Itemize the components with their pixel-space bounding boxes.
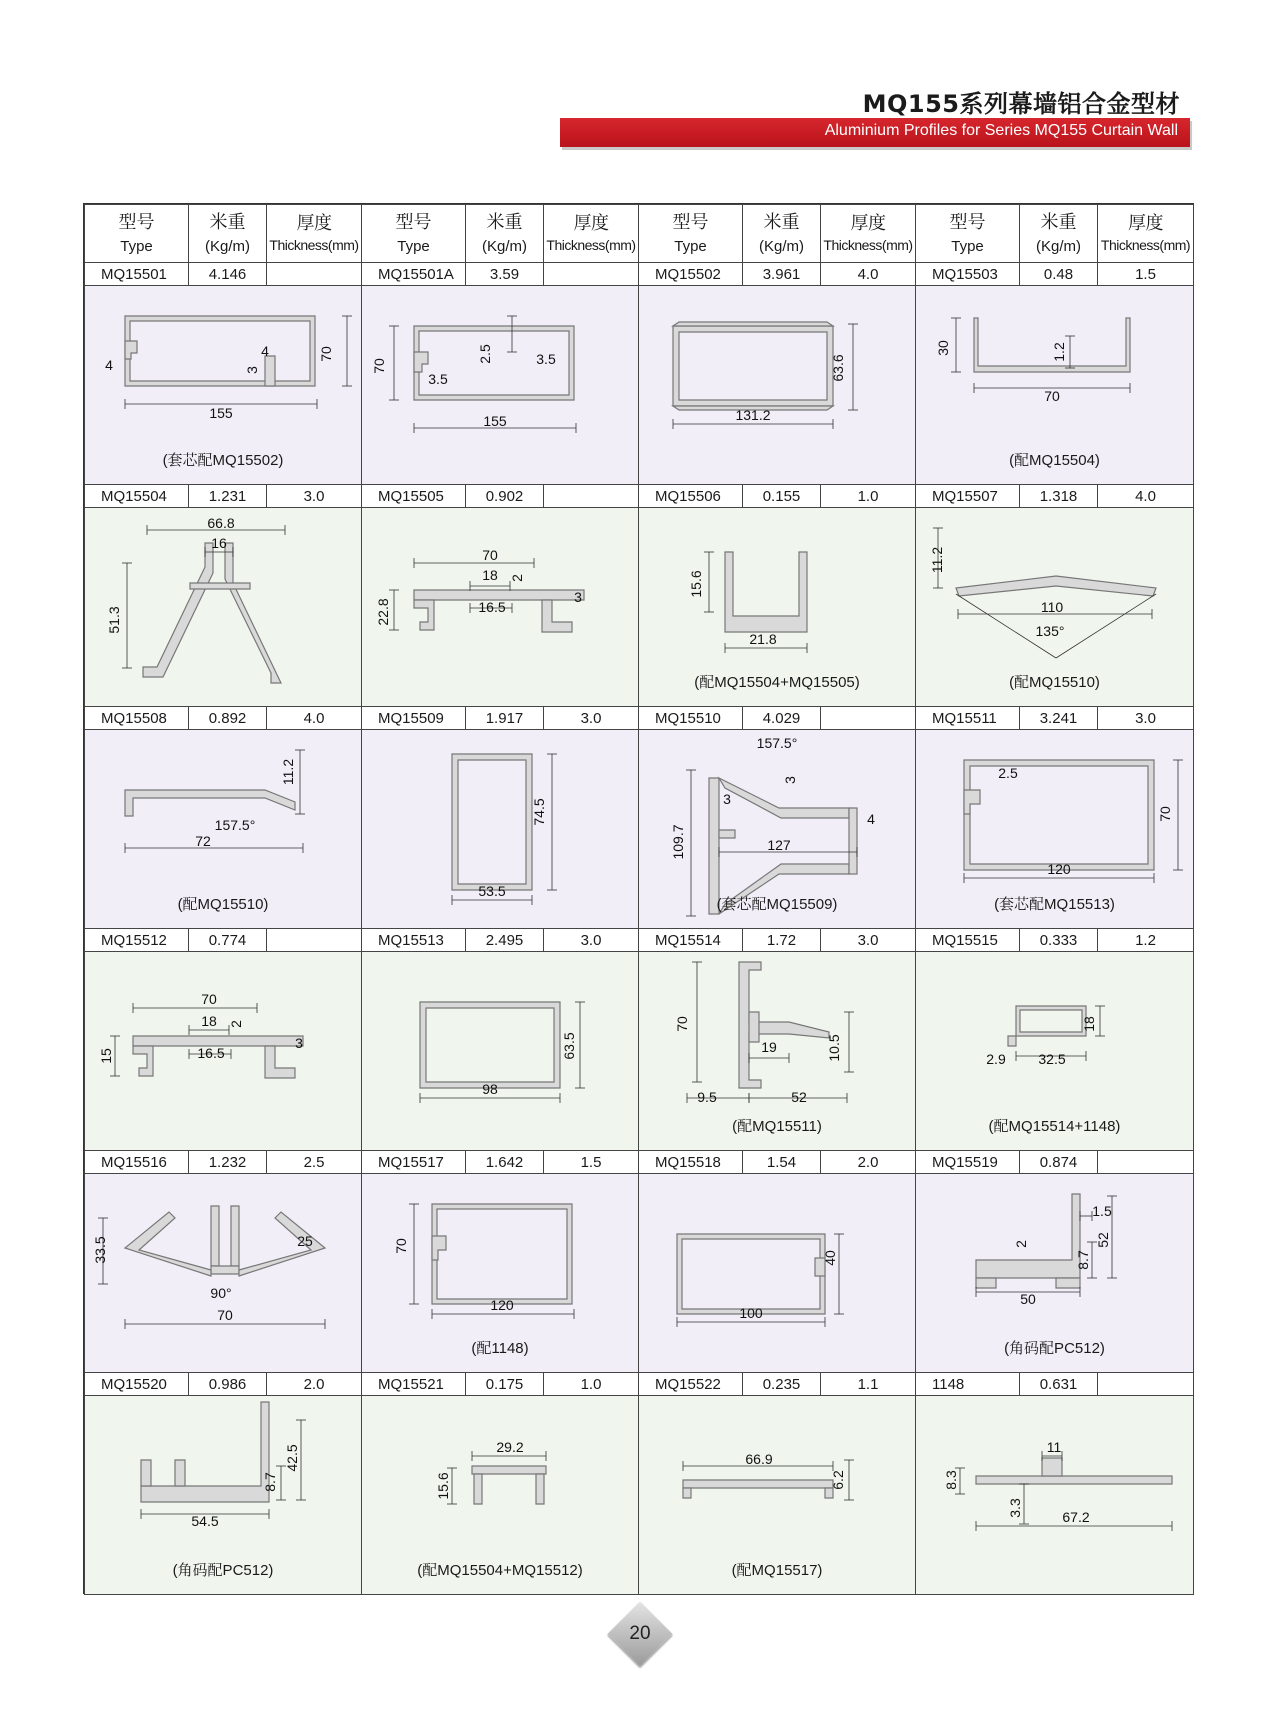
dimension-label: 19 — [761, 1039, 777, 1055]
thickness-cell: 2.5 — [267, 1151, 362, 1174]
dimension-label: 18 — [1081, 1016, 1097, 1032]
weight-cell: 3.961 — [743, 263, 821, 286]
dimension-label: 15 — [98, 1048, 114, 1064]
type-cell: MQ15503 — [916, 263, 1020, 286]
info-row — [85, 485, 1194, 508]
profile-note: (配MQ15514+1148) — [988, 1118, 1121, 1135]
col-thickness-header: 厚度 Thickness(mm) — [821, 205, 916, 263]
type-cell: MQ15501A — [362, 263, 466, 286]
weight-cell: 0.774 — [189, 929, 267, 952]
profile-note: (套芯配MQ15513) — [994, 896, 1115, 913]
dimension-label: 1.5 — [1092, 1203, 1112, 1219]
dimension-label: 66.9 — [745, 1451, 773, 1467]
drawing-row — [85, 286, 1194, 485]
profile-cell — [916, 1396, 1193, 1594]
thickness-cell: 2.0 — [821, 1151, 916, 1174]
dimension-label: 3.5 — [428, 371, 448, 387]
thickness-cell: 1.1 — [821, 1373, 916, 1396]
dimension-label: 70 — [1157, 806, 1173, 822]
type-cell: MQ15520 — [85, 1373, 189, 1396]
type-cell: MQ15512 — [85, 929, 189, 952]
profile-note: (配MQ15504) — [1009, 452, 1100, 469]
dimension-label: 63.6 — [830, 354, 846, 382]
profile-note: (套芯配MQ15502) — [162, 452, 284, 469]
profile-drawing — [916, 1396, 1192, 1594]
dimension-label: 21.8 — [749, 631, 777, 647]
weight-cell: 1.231 — [189, 485, 267, 508]
type-cell: MQ15514 — [639, 929, 743, 952]
thickness-cell: 1.2 — [1098, 929, 1194, 952]
profile-drawing-cell — [362, 952, 639, 1151]
drawing-row — [85, 1396, 1194, 1595]
dimension-label: 70 — [318, 346, 334, 362]
type-cell: MQ15509 — [362, 707, 466, 730]
dimension-label: 18 — [201, 1013, 217, 1029]
dimension-label: 40 — [822, 1250, 838, 1266]
type-cell: MQ15522 — [639, 1373, 743, 1396]
dimension-label: 22.8 — [375, 598, 391, 626]
page-title: MQ155系列幕墙铝合金型材 — [862, 90, 1180, 118]
profile-drawing-cell — [85, 1396, 362, 1595]
weight-cell: 0.333 — [1020, 929, 1098, 952]
dimension-label: 4 — [867, 811, 875, 827]
weight-cell: 1.72 — [743, 929, 821, 952]
type-cell: MQ15508 — [85, 707, 189, 730]
profile-drawing — [85, 952, 361, 1150]
weight-cell: 0.902 — [466, 485, 544, 508]
dimension-label: 120 — [1047, 861, 1071, 877]
profile-drawing-cell — [362, 1174, 639, 1373]
info-row — [85, 263, 1194, 286]
dimension-label: 2.9 — [986, 1051, 1006, 1067]
col-type-header: 型号 Type — [916, 205, 1020, 263]
thickness-cell — [267, 929, 362, 952]
dimension-label: 2.5 — [998, 765, 1018, 781]
thickness-cell — [821, 707, 916, 730]
drawing-row — [85, 508, 1194, 707]
profile-cell — [639, 730, 915, 928]
dimension-label: 18 — [482, 567, 498, 583]
profile-drawing — [639, 1174, 915, 1372]
weight-cell: 1.917 — [466, 707, 544, 730]
profile-cell — [639, 1396, 915, 1594]
dimension-label: 8.7 — [1075, 1250, 1091, 1270]
profile-drawing-cell — [639, 508, 916, 707]
weight-cell: 1.54 — [743, 1151, 821, 1174]
profile-drawing-cell — [916, 286, 1194, 485]
weight-cell: 3.59 — [466, 263, 544, 286]
dimension-label: 2.5 — [477, 344, 493, 364]
weight-cell: 1.642 — [466, 1151, 544, 1174]
dimension-label: 127 — [767, 837, 791, 853]
profile-drawing-cell — [85, 730, 362, 929]
profile-drawing — [639, 286, 915, 484]
profile-drawing-cell — [916, 1174, 1194, 1373]
profile-note: (配MQ15510) — [1009, 674, 1100, 691]
col-thickness-header: 厚度 Thickness(mm) — [1098, 205, 1194, 263]
title-bar — [560, 118, 1190, 147]
thickness-cell — [544, 485, 639, 508]
type-cell: MQ15502 — [639, 263, 743, 286]
profile-cell — [85, 508, 361, 706]
weight-cell: 3.241 — [1020, 707, 1098, 730]
drawing-row — [85, 952, 1194, 1151]
dimension-label: 70 — [217, 1307, 233, 1323]
weight-cell: 1.232 — [189, 1151, 267, 1174]
dimension-label: 29.2 — [496, 1439, 524, 1455]
profile-table — [83, 203, 1194, 1594]
dimension-label: 11.2 — [280, 758, 296, 786]
dimension-label: 3 — [723, 791, 731, 807]
dimension-label: 72 — [195, 833, 211, 849]
profile-drawing-cell — [916, 952, 1194, 1151]
profile-note: (配MQ15504+MQ15512) — [417, 1562, 583, 1579]
dimension-label: 32.5 — [1038, 1051, 1066, 1067]
dimension-label: 67.2 — [1062, 1509, 1090, 1525]
profile-cell — [639, 508, 915, 706]
type-cell: MQ15516 — [85, 1151, 189, 1174]
thickness-cell — [1098, 1151, 1194, 1174]
dimension-label: 157.5° — [756, 735, 798, 751]
thickness-cell: 3.0 — [1098, 707, 1194, 730]
dimension-label: 74.5 — [531, 798, 547, 826]
weight-cell: 0.48 — [1020, 263, 1098, 286]
dimension-label: 8.7 — [262, 1472, 278, 1492]
thickness-cell — [267, 263, 362, 286]
profile-cell — [362, 730, 638, 928]
profile-cell — [916, 1174, 1193, 1372]
drawing-row — [85, 730, 1194, 929]
col-weight-header: 米重 (Kg/m) — [466, 205, 544, 263]
type-cell: MQ15511 — [916, 707, 1020, 730]
profile-cell — [85, 730, 361, 928]
profile-note: (配MQ15511) — [732, 1118, 822, 1135]
profile-drawing-cell — [916, 730, 1194, 929]
dimension-label: 70 — [482, 547, 498, 563]
dimension-label: 6.2 — [830, 1470, 846, 1490]
profile-cell — [639, 1174, 915, 1372]
profile-drawing — [362, 952, 638, 1150]
profile-cell — [85, 1396, 361, 1594]
info-row — [85, 1151, 1194, 1174]
profile-drawing-cell — [916, 1396, 1194, 1595]
thickness-cell — [544, 263, 639, 286]
dimension-label: 16.5 — [478, 599, 506, 615]
dimension-label: 3 — [244, 366, 260, 374]
profile-note: (角码配PC512) — [172, 1562, 274, 1579]
dimension-label: 9.5 — [697, 1089, 717, 1105]
dimension-label: 16.5 — [197, 1045, 225, 1061]
drawing-row — [85, 1174, 1194, 1373]
info-row — [85, 707, 1194, 730]
profile-drawing-cell — [85, 952, 362, 1151]
profile-drawing-cell — [639, 1396, 916, 1595]
dimension-label: 66.8 — [207, 515, 235, 531]
dimension-label: 155 — [209, 405, 233, 421]
dimension-label: 70 — [674, 1016, 690, 1032]
dimension-label: 52 — [791, 1089, 807, 1105]
weight-cell: 0.874 — [1020, 1151, 1098, 1174]
type-cell: MQ15513 — [362, 929, 466, 952]
dimension-label: 70 — [393, 1238, 409, 1254]
dimension-label: 50 — [1020, 1291, 1036, 1307]
dimension-label: 90° — [210, 1285, 232, 1301]
profile-drawing-cell — [362, 730, 639, 929]
dimension-label: 4 — [261, 343, 269, 359]
profile-cell — [916, 952, 1193, 1150]
profile-drawing-cell — [639, 952, 916, 1151]
profile-cell — [916, 508, 1193, 706]
weight-cell: 0.986 — [189, 1373, 267, 1396]
thickness-cell: 3.0 — [544, 707, 639, 730]
weight-cell: 0.235 — [743, 1373, 821, 1396]
dimension-label: 98 — [482, 1081, 498, 1097]
thickness-cell: 3.0 — [544, 929, 639, 952]
profile-note: (配MQ15510) — [177, 896, 269, 913]
type-cell: MQ15510 — [639, 707, 743, 730]
dimension-label: 63.5 — [561, 1032, 577, 1060]
profile-cell — [362, 1174, 638, 1372]
dimension-label: 1.2 — [1051, 342, 1067, 362]
profile-cell — [916, 730, 1193, 928]
dimension-label: 15.6 — [688, 570, 704, 598]
thickness-cell: 3.0 — [267, 485, 362, 508]
thickness-cell: 1.5 — [1098, 263, 1194, 286]
dimension-label: 30 — [935, 340, 951, 356]
profile-cell — [362, 952, 638, 1150]
profile-note: (角码配PC512) — [1004, 1340, 1105, 1357]
profile-drawing-cell — [639, 286, 916, 485]
profile-cell — [916, 286, 1193, 484]
profile-drawing-cell — [362, 286, 639, 485]
profile-drawing-cell — [639, 1174, 916, 1373]
profile-drawing-cell — [916, 508, 1194, 707]
dimension-label: 53.5 — [478, 883, 506, 899]
type-cell: 1148 — [916, 1373, 1020, 1396]
dimension-label: 3 — [295, 1035, 303, 1051]
dimension-label: 51.3 — [106, 606, 122, 634]
dimension-label: 15.6 — [435, 1472, 451, 1500]
type-cell: MQ15517 — [362, 1151, 466, 1174]
thickness-cell: 3.0 — [821, 929, 916, 952]
dimension-label: 157.5° — [214, 817, 256, 833]
profile-drawing-cell — [85, 1174, 362, 1373]
thickness-cell: 4.0 — [1098, 485, 1194, 508]
type-cell: MQ15505 — [362, 485, 466, 508]
thickness-cell: 2.0 — [267, 1373, 362, 1396]
profile-cell — [85, 286, 361, 484]
dimension-label: 100 — [739, 1305, 763, 1321]
col-weight-header: 米重 (Kg/m) — [189, 205, 267, 263]
dimension-label: 2 — [509, 574, 525, 582]
type-cell: MQ15515 — [916, 929, 1020, 952]
dimension-label: 109.7 — [670, 824, 686, 860]
profile-note: (配MQ15517) — [731, 1562, 823, 1579]
col-weight-header: 米重 (Kg/m) — [1020, 205, 1098, 263]
dimension-label: 70 — [371, 358, 387, 374]
col-weight-header: 米重 (Kg/m) — [743, 205, 821, 263]
profile-cell — [639, 952, 915, 1150]
type-cell: MQ15518 — [639, 1151, 743, 1174]
dimension-label: 131.2 — [735, 407, 771, 423]
col-type-header: 型号 Type — [362, 205, 466, 263]
profile-cell — [639, 286, 915, 484]
col-type-header: 型号 Type — [639, 205, 743, 263]
weight-cell: 0.892 — [189, 707, 267, 730]
dimension-label: 3 — [782, 776, 798, 784]
thickness-cell: 4.0 — [821, 263, 916, 286]
weight-cell: 0.155 — [743, 485, 821, 508]
profile-drawing-cell — [639, 730, 916, 929]
dimension-label: 25 — [297, 1233, 313, 1249]
info-row — [85, 1373, 1194, 1396]
type-cell: MQ15507 — [916, 485, 1020, 508]
thickness-cell — [1098, 1373, 1194, 1396]
dimension-label: 70 — [1044, 388, 1060, 404]
profile-drawing-cell — [362, 1396, 639, 1595]
table-header — [85, 205, 1194, 263]
profile-note: (套芯配MQ15509) — [716, 896, 838, 913]
thickness-cell: 4.0 — [267, 707, 362, 730]
weight-cell: 4.146 — [189, 263, 267, 286]
weight-cell: 2.495 — [466, 929, 544, 952]
type-cell: MQ15506 — [639, 485, 743, 508]
weight-cell: 0.631 — [1020, 1373, 1098, 1396]
weight-cell: 1.318 — [1020, 485, 1098, 508]
profile-drawing-cell — [362, 508, 639, 707]
col-thickness-header: 厚度 Thickness(mm) — [544, 205, 639, 263]
profile-drawing-cell — [85, 286, 362, 485]
profile-cell — [362, 1396, 638, 1594]
profile-cell — [85, 952, 361, 1150]
dimension-label: 2 — [1013, 1240, 1029, 1248]
type-cell: MQ15521 — [362, 1373, 466, 1396]
dimension-label: 3.3 — [1007, 1498, 1023, 1518]
thickness-cell: 1.0 — [821, 485, 916, 508]
dimension-label: 11.2 — [929, 546, 945, 574]
dimension-label: 155 — [483, 413, 507, 429]
dimension-label: 3 — [574, 589, 582, 605]
page-number: 20 — [629, 1623, 651, 1644]
profile-drawing — [85, 1174, 361, 1372]
dimension-label: 120 — [490, 1297, 514, 1313]
dimension-label: 4 — [105, 357, 113, 373]
type-cell: MQ15501 — [85, 263, 189, 286]
dimension-label: 110 — [1040, 599, 1064, 615]
type-cell: MQ15504 — [85, 485, 189, 508]
info-row — [85, 929, 1194, 952]
col-type-header: 型号 Type — [85, 205, 189, 263]
weight-cell: 4.029 — [743, 707, 821, 730]
col-thickness-header: 厚度 Thickness(mm) — [267, 205, 362, 263]
weight-cell: 0.175 — [466, 1373, 544, 1396]
dimension-label: 52 — [1095, 1232, 1111, 1248]
dimension-label: 2 — [228, 1020, 244, 1028]
profile-note: (配MQ15504+MQ15505) — [694, 674, 860, 691]
profile-note: (配1148) — [471, 1340, 529, 1357]
profile-cell — [362, 508, 638, 706]
dimension-label: 11 — [1046, 1439, 1062, 1455]
dimension-label: 16 — [211, 535, 227, 551]
profile-drawing — [85, 508, 361, 706]
profile-drawing — [362, 508, 638, 706]
profile-drawing — [362, 730, 638, 928]
dimension-label: 10.5 — [826, 1034, 842, 1062]
dimension-label: 70 — [201, 991, 217, 1007]
dimension-label: 42.5 — [284, 1444, 300, 1472]
profile-drawing-cell — [85, 508, 362, 707]
profile-cell — [362, 286, 638, 484]
profile-cell — [85, 1174, 361, 1372]
dimension-label: 135° — [1035, 623, 1065, 639]
dimension-label: 3.5 — [536, 351, 556, 367]
thickness-cell: 1.0 — [544, 1373, 639, 1396]
thickness-cell: 1.5 — [544, 1151, 639, 1174]
dimension-label: 8.3 — [943, 1470, 959, 1490]
dimension-label: 54.5 — [191, 1513, 219, 1529]
dimension-label: 33.5 — [92, 1236, 108, 1264]
profile-drawing — [362, 286, 638, 484]
type-cell: MQ15519 — [916, 1151, 1020, 1174]
page-subtitle: Aluminium Profiles for Series MQ155 Curtain Wall — [824, 122, 1178, 139]
